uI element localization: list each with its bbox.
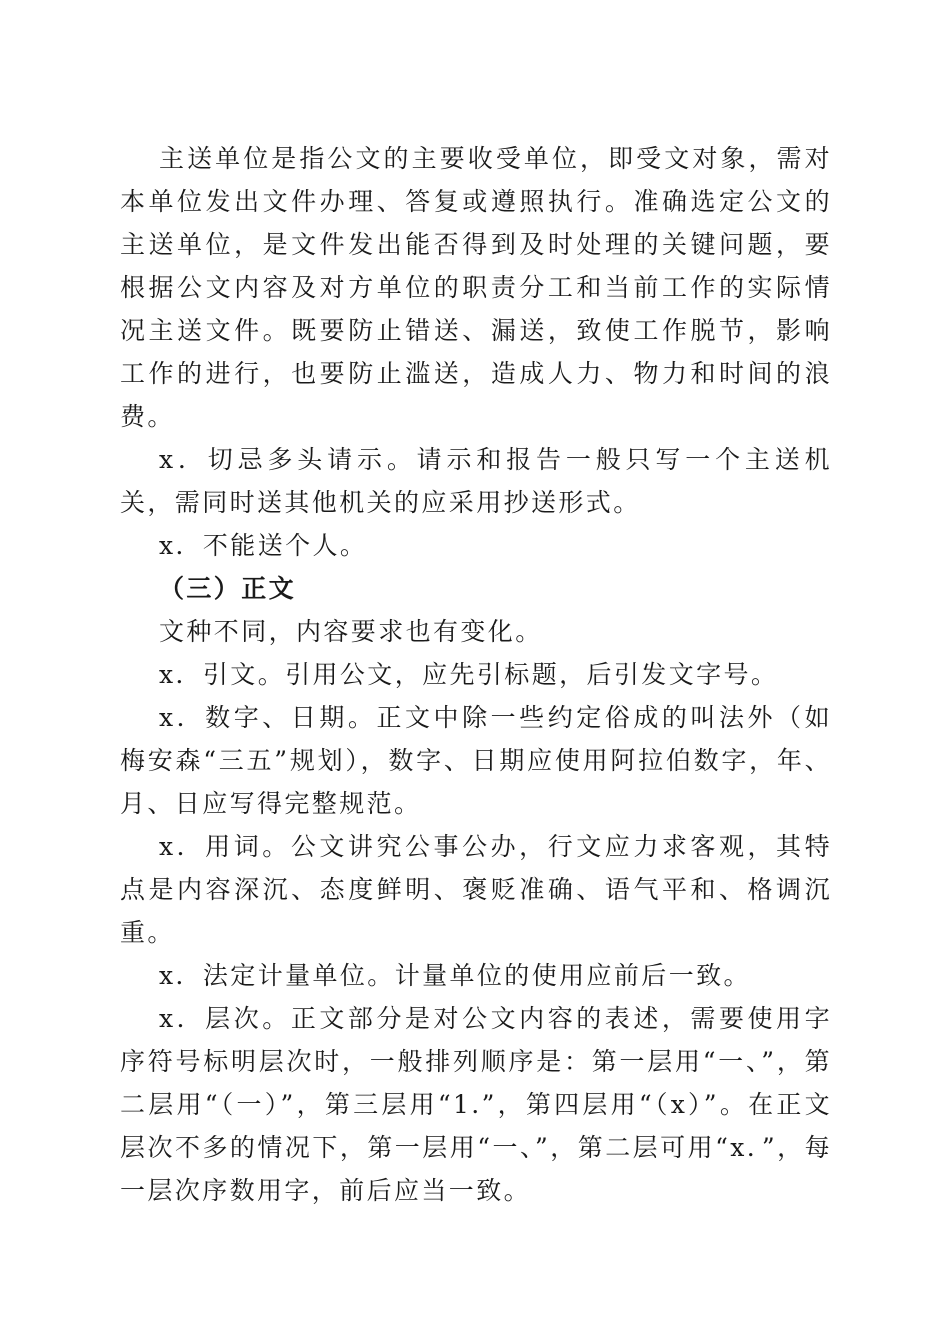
paragraph-main-recipient: 主送单位是指公文的主要收受单位，即受文对象，需对本单位发出文件办理、答复或遵照执行。准确选定公文的主送单位，是文件发出能否得到及时处理的关键问题，要根据公文内容及对方单位的职责分工和当前工作的实际情况主送文件。既要防止错送、漏送，致使工作脱节，影响工作的进行，也要防止滥送，造成人力、物力和时间的浪费。 (120, 144, 832, 431)
paragraph-doc-types: 文种不同，内容要求也有变化。 (159, 617, 543, 646)
document-body (120, 137, 832, 1212)
section-heading-body-text: （三）正文 (159, 574, 297, 603)
paragraph-citations: x．引文。引用公文，应先引标题，后引发文字号。 (159, 660, 779, 689)
paragraph-hierarchy: x．层次。正文部分是对公文内容的表述，需要使用字序符号标明层次时，一般排列顺序是：第一层用“一、”，第二层用“（一）”，第三层用“1.”，第四层用“（x）”。在正文层次不多的情况下，第一层用“一、”，第二层可用“x．”，每一层次序数用字，前后应当一致。 (120, 1004, 832, 1205)
paragraph-no-individuals: x．不能送个人。 (159, 531, 368, 560)
paragraph-no-multiple-requests: x．切忌多头请示。请示和报告一般只写一个主送机关，需同时送其他机关的应采用抄送形式。 (120, 445, 832, 517)
paragraph-word-usage: x．用词。公文讲究公事公办，行文应力求客观，其特点是内容深沉、态度鲜明、褒贬准确、语气平和、格调沉重。 (120, 832, 832, 947)
paragraph-measurement-units: x．法定计量单位。计量单位的使用应前后一致。 (159, 961, 751, 990)
paragraph-numbers-dates: x．数字、日期。正文中除一些约定俗成的叫法外（如梅安森“三五”规划），数字、日期应使用阿拉伯数字，年、月、日应写得完整规范。 (120, 703, 832, 818)
